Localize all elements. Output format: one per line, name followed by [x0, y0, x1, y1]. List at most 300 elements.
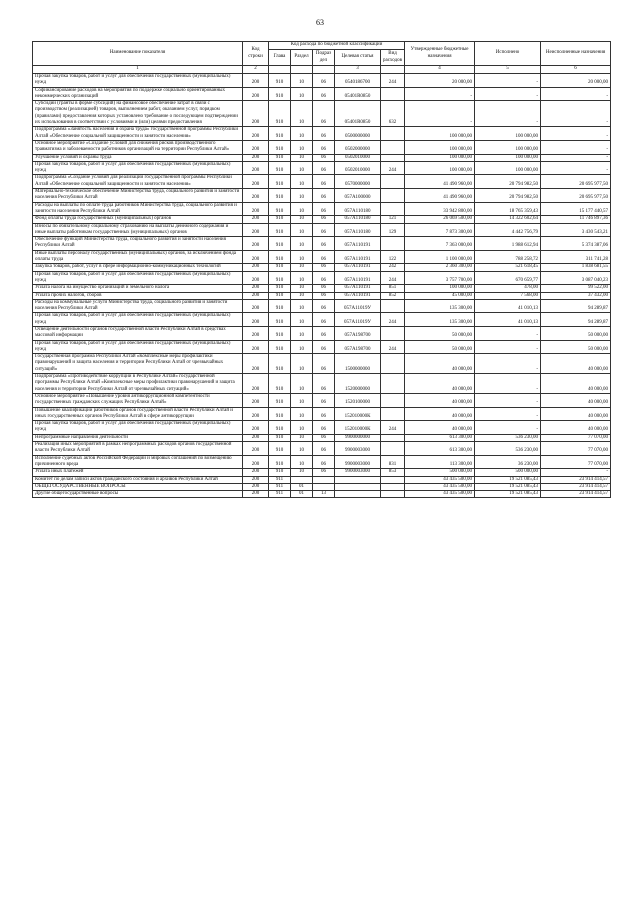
- row-executed: 1 988 612,94: [475, 237, 541, 251]
- colnum: [381, 66, 405, 74]
- row-unexecuted: 20 695 977,50: [541, 189, 611, 203]
- row-line-code: 200: [243, 202, 269, 216]
- row-section: 10: [291, 313, 313, 327]
- row-chapter: 910: [269, 455, 291, 469]
- row-name: Освещение деятельности органов государственной власти Республики Алтай в средствах массовой информации: [33, 326, 243, 340]
- row-line-code: 200: [243, 455, 269, 469]
- table-row: [33, 483, 611, 490]
- row-name: Софинансирование расходов на мероприятия по поддержке социально ориентированных некоммерческих организаций: [33, 87, 243, 101]
- row-chapter: 910: [269, 250, 291, 264]
- row-approved: 113 300,00: [405, 455, 475, 469]
- row-line-code: 200: [243, 313, 269, 327]
- row-approved: 40 000,00: [405, 374, 475, 394]
- row-executed: 100 000,00: [475, 140, 541, 154]
- row-executed: 478,00: [475, 285, 541, 292]
- row-chapter: 911: [269, 483, 291, 490]
- table-row: [33, 154, 611, 161]
- row-target-item: [335, 491, 381, 498]
- row-chapter: 910: [269, 393, 291, 407]
- row-section: 10: [291, 407, 313, 421]
- row-expense-type: [381, 154, 405, 161]
- row-executed: 788 258,72: [475, 250, 541, 264]
- row-chapter: 910: [269, 469, 291, 476]
- row-approved: 45 000,00: [405, 292, 475, 299]
- row-approved: 43 435 500,00: [405, 483, 475, 490]
- row-name: Улучшение условий и охраны труда: [33, 154, 243, 161]
- row-expense-type: 831: [381, 455, 405, 469]
- row-target-item: 057А110191: [335, 250, 381, 264]
- colnum: [291, 66, 313, 74]
- row-approved: 613 300,00: [405, 442, 475, 456]
- row-name: Основное мероприятие «Создание условий для снижения рисков производственного травматизма и заболеваемости работников организаций на территории Республики Алтай»: [33, 140, 243, 154]
- table-row: [33, 271, 611, 285]
- row-line-code: 200: [243, 374, 269, 394]
- row-expense-type: [381, 407, 405, 421]
- row-section: 10: [291, 271, 313, 285]
- row-approved: 33 942 800,00: [405, 202, 475, 216]
- row-target-item: 05401R0850: [335, 87, 381, 101]
- row-name: Прочая закупка товаров, работ и услуг для обеспечения государственных (муниципальных) нужд: [33, 313, 243, 327]
- row-executed: 19 521 085,43: [475, 476, 541, 483]
- row-chapter: 910: [269, 299, 291, 313]
- row-chapter: 910: [269, 101, 291, 127]
- row-target-item: 057А198700: [335, 340, 381, 354]
- row-approved: 100 000,00: [405, 285, 475, 292]
- row-expense-type: [381, 483, 405, 490]
- row-chapter: 910: [269, 421, 291, 435]
- row-approved: 7 363 000,00: [405, 237, 475, 251]
- row-chapter: 910: [269, 434, 291, 441]
- row-approved: 1 100 000,00: [405, 250, 475, 264]
- row-chapter: 910: [269, 442, 291, 456]
- row-line-code: 200: [243, 354, 269, 374]
- row-line-code: 200: [243, 101, 269, 127]
- row-approved: 26 069 500,00: [405, 216, 475, 223]
- row-chapter: 910: [269, 223, 291, 237]
- row-expense-type: 244: [381, 421, 405, 435]
- row-section: 10: [291, 285, 313, 292]
- table-row: [33, 442, 611, 456]
- row-subsection: 06: [313, 271, 335, 285]
- row-chapter: 910: [269, 264, 291, 271]
- row-target-item: 9900000000: [335, 434, 381, 441]
- table-row: [33, 374, 611, 394]
- row-name: Взносы по обязательному социальному страхованию на выплаты денежного содержания и иные выплаты работникам государственных (муниципальных) органов: [33, 223, 243, 237]
- table-row: [33, 421, 611, 435]
- header-line-code: Код строки: [243, 42, 269, 66]
- row-chapter: 910: [269, 354, 291, 374]
- row-section: 01: [291, 483, 313, 490]
- row-approved: 41 490 960,00: [405, 175, 475, 189]
- row-unexecuted: 15 177 440,57: [541, 202, 611, 216]
- row-executed: 536 230,00: [475, 434, 541, 441]
- row-subsection: 06: [313, 216, 335, 223]
- row-approved: -: [405, 87, 475, 101]
- row-line-code: 200: [243, 237, 269, 251]
- row-target-item: 1500000000: [335, 354, 381, 374]
- row-chapter: 910: [269, 285, 291, 292]
- row-unexecuted: -: [541, 469, 611, 476]
- table-row: [33, 393, 611, 407]
- row-executed: -: [475, 393, 541, 407]
- row-section: 10: [291, 189, 313, 203]
- row-approved: -: [405, 101, 475, 127]
- row-subsection: 06: [313, 326, 335, 340]
- table-row: [33, 326, 611, 340]
- row-name: Обеспечение функций Министерства труда, социального развития и занятости населения Республики Алтай: [33, 237, 243, 251]
- row-line-code: 200: [243, 292, 269, 299]
- row-line-code: 200: [243, 140, 269, 154]
- row-section: [291, 476, 313, 483]
- colnum: 3: [335, 66, 381, 74]
- row-subsection: 06: [313, 189, 335, 203]
- row-subsection: 06: [313, 313, 335, 327]
- row-expense-type: [381, 237, 405, 251]
- row-subsection: 06: [313, 237, 335, 251]
- row-chapter: 910: [269, 202, 291, 216]
- row-executed: -: [475, 340, 541, 354]
- row-approved: 41 490 960,00: [405, 189, 475, 203]
- row-chapter: 910: [269, 127, 291, 141]
- row-line-code: 200: [243, 393, 269, 407]
- row-line-code: 200: [243, 434, 269, 441]
- row-approved: 50 000,00: [405, 340, 475, 354]
- row-executed: 7 568,00: [475, 292, 541, 299]
- table-row: [33, 313, 611, 327]
- row-target-item: 0500000000: [335, 127, 381, 141]
- row-expense-type: [381, 326, 405, 340]
- row-chapter: 910: [269, 237, 291, 251]
- row-unexecuted: 50 000,00: [541, 326, 611, 340]
- row-executed: 36 230,00: [475, 455, 541, 469]
- row-approved: 40 000,00: [405, 421, 475, 435]
- row-subsection: 06: [313, 285, 335, 292]
- row-target-item: 0502000000: [335, 140, 381, 154]
- row-chapter: 911: [269, 476, 291, 483]
- row-unexecuted: 20 695 977,50: [541, 175, 611, 189]
- row-subsection: 06: [313, 421, 335, 435]
- row-name: Непрограммные направления деятельности: [33, 434, 243, 441]
- row-section: 10: [291, 340, 313, 354]
- row-line-code: 200: [243, 483, 269, 490]
- row-target-item: 057А110191: [335, 271, 381, 285]
- row-expense-type: 244: [381, 340, 405, 354]
- table-row: [33, 292, 611, 299]
- row-line-code: 200: [243, 154, 269, 161]
- header-target-item: Целевая статья: [335, 50, 381, 66]
- row-target-item: 057А110180: [335, 223, 381, 237]
- row-approved: 40 000,00: [405, 407, 475, 421]
- row-unexecuted: 94 289,87: [541, 313, 611, 327]
- row-target-item: 0502010000: [335, 154, 381, 161]
- header-subsection: Подраз дел: [313, 50, 335, 66]
- table-row: [33, 216, 611, 223]
- row-name: ОБЩЕГОСУДАРСТВЕННЫЕ ВОПРОСЫ: [33, 483, 243, 490]
- row-line-code: 200: [243, 250, 269, 264]
- row-section: 10: [291, 216, 313, 223]
- table-row: [33, 189, 611, 203]
- row-subsection: 06: [313, 87, 335, 101]
- row-expense-type: 122: [381, 250, 405, 264]
- table-row: [33, 223, 611, 237]
- row-approved: 3 757 700,00: [405, 271, 475, 285]
- row-name: Уплата налога на имущество организаций и земельного налога: [33, 285, 243, 292]
- row-name: Уплата иных платежей: [33, 469, 243, 476]
- row-executed: 14 322 602,64: [475, 216, 541, 223]
- row-line-code: 200: [243, 326, 269, 340]
- row-expense-type: 852: [381, 292, 405, 299]
- row-line-code: 200: [243, 189, 269, 203]
- table-row: [33, 175, 611, 189]
- colnum: 1: [33, 66, 243, 74]
- row-expense-type: [381, 354, 405, 374]
- row-section: 10: [291, 469, 313, 476]
- row-executed: 521 618,45: [475, 264, 541, 271]
- row-target-item: 9900003000: [335, 469, 381, 476]
- row-name: Прочая закупка товаров, работ и услуг для обеспечения государственных (муниципальных) нужд: [33, 161, 243, 175]
- row-subsection: 06: [313, 469, 335, 476]
- row-approved: 500 000,00: [405, 469, 475, 476]
- row-expense-type: [381, 442, 405, 456]
- row-chapter: 910: [269, 407, 291, 421]
- row-chapter: 910: [269, 189, 291, 203]
- row-expense-type: [381, 175, 405, 189]
- table-row: [33, 101, 611, 127]
- row-approved: 2 360 300,00: [405, 264, 475, 271]
- row-subsection: 06: [313, 140, 335, 154]
- header-unexecuted: Неисполненные назначения: [541, 42, 611, 66]
- row-line-code: 200: [243, 340, 269, 354]
- row-expense-type: [381, 374, 405, 394]
- row-target-item: 152010000К: [335, 421, 381, 435]
- row-line-code: 200: [243, 285, 269, 292]
- row-line-code: 200: [243, 469, 269, 476]
- row-unexecuted: 23 914 414,57: [541, 476, 611, 483]
- row-executed: 4 442 756,79: [475, 223, 541, 237]
- row-target-item: 1520000000: [335, 374, 381, 394]
- row-section: 10: [291, 455, 313, 469]
- table-row: [33, 299, 611, 313]
- row-name: Уплата прочих налогов, сборов: [33, 292, 243, 299]
- row-expense-type: [381, 127, 405, 141]
- row-unexecuted: -: [541, 154, 611, 161]
- row-executed: -: [475, 407, 541, 421]
- row-expense-type: 244: [381, 74, 405, 88]
- row-section: 10: [291, 223, 313, 237]
- table-row: [33, 250, 611, 264]
- row-approved: 43 435 500,00: [405, 491, 475, 498]
- row-chapter: 911: [269, 491, 291, 498]
- row-name: Материально-техническое обеспечение Министерства труда, социального развития и занятости населения Республики Алтай: [33, 189, 243, 203]
- row-name: Подпрограмма «Противодействие коррупции в Республике Алтай» государственной программы Республики Алтай «Комплексные меры профилактики правонарушений и защита населения и территории Республики Алтай от чрезвычайных ситуаций»: [33, 374, 243, 394]
- row-section: 10: [291, 264, 313, 271]
- table-row: [33, 87, 611, 101]
- row-section: 01: [291, 491, 313, 498]
- row-subsection: 06: [313, 455, 335, 469]
- row-target-item: 0570000000: [335, 175, 381, 189]
- header-section: Раздел: [291, 50, 313, 66]
- row-expense-type: 121: [381, 216, 405, 223]
- row-subsection: [313, 476, 335, 483]
- row-subsection: 06: [313, 407, 335, 421]
- row-unexecuted: 99 522,00: [541, 285, 611, 292]
- table-row: [33, 469, 611, 476]
- row-section: 10: [291, 154, 313, 161]
- row-section: 10: [291, 101, 313, 127]
- row-executed: 41 010,13: [475, 313, 541, 327]
- row-approved: 100 000,00: [405, 161, 475, 175]
- row-approved: 135 300,00: [405, 313, 475, 327]
- row-expense-type: [381, 476, 405, 483]
- row-unexecuted: 40 000,00: [541, 421, 611, 435]
- table-row: [33, 491, 611, 498]
- row-chapter: 910: [269, 175, 291, 189]
- row-approved: 100 000,00: [405, 127, 475, 141]
- row-unexecuted: 3 430 543,21: [541, 223, 611, 237]
- row-executed: 100 000,00: [475, 154, 541, 161]
- header-chapter: Глава: [269, 50, 291, 66]
- row-unexecuted: 94 289,87: [541, 299, 611, 313]
- row-subsection: 06: [313, 127, 335, 141]
- row-chapter: 910: [269, 313, 291, 327]
- row-subsection: 06: [313, 202, 335, 216]
- row-unexecuted: -: [541, 127, 611, 141]
- header-approved: Утвержденные бюджетные назначения: [405, 42, 475, 66]
- row-chapter: 910: [269, 271, 291, 285]
- row-subsection: 06: [313, 374, 335, 394]
- row-approved: 100 000,00: [405, 140, 475, 154]
- row-unexecuted: 1 838 681,55: [541, 264, 611, 271]
- row-name: Прочая закупка товаров, работ и услуг для обеспечения государственных (муниципальных) нужд: [33, 74, 243, 88]
- row-chapter: 910: [269, 216, 291, 223]
- row-target-item: 05401R0850: [335, 101, 381, 127]
- row-target-item: 057А110191: [335, 264, 381, 271]
- row-executed: -: [475, 101, 541, 127]
- table-row: [33, 74, 611, 88]
- row-target-item: 057А11019У: [335, 299, 381, 313]
- row-section: 10: [291, 434, 313, 441]
- row-line-code: 200: [243, 216, 269, 223]
- row-subsection: 06: [313, 223, 335, 237]
- row-target-item: 057А110180: [335, 216, 381, 223]
- row-subsection: 06: [313, 250, 335, 264]
- row-unexecuted: 20 000,00: [541, 74, 611, 88]
- table-row: [33, 140, 611, 154]
- row-name: Реализация иных мероприятий в рамках непрограммных расходов органов государственной власти Республики Алтай: [33, 442, 243, 456]
- row-section: 10: [291, 299, 313, 313]
- colnum: 6: [541, 66, 611, 74]
- row-executed: 536 230,00: [475, 442, 541, 456]
- row-expense-type: [381, 189, 405, 203]
- row-subsection: 06: [313, 74, 335, 88]
- row-line-code: 200: [243, 299, 269, 313]
- row-executed: 18 765 359,43: [475, 202, 541, 216]
- row-target-item: 057А110191: [335, 237, 381, 251]
- row-name: Иные выплаты персоналу государственных (муниципальных) органов, за исключением фонда оплаты труда: [33, 250, 243, 264]
- row-unexecuted: 11 746 897,36: [541, 216, 611, 223]
- colnum: 5: [475, 66, 541, 74]
- row-line-code: 200: [243, 476, 269, 483]
- row-subsection: 06: [313, 154, 335, 161]
- table-row: [33, 354, 611, 374]
- row-name: Субсидии (гранты в форме субсидий) на финансовое обеспечение затрат в связи с производством (реализацией) товаров, выполнением работ, оказанием услуг, порядком (правилами) предоставления которых установлено требование о последующем подтверждении их использования в соответствии с условиями и (или) целями предоставления: [33, 101, 243, 127]
- row-subsection: 06: [313, 264, 335, 271]
- row-target-item: 0540186700: [335, 74, 381, 88]
- row-executed: -: [475, 354, 541, 374]
- row-executed: -: [475, 374, 541, 394]
- row-unexecuted: -: [541, 101, 611, 127]
- row-line-code: 200: [243, 175, 269, 189]
- row-target-item: 152010000К: [335, 407, 381, 421]
- row-name: Подпрограмма «Создание условий для реализации государственной программы Республики Алтай «Обеспечение социальной защищенности и занятости населения»: [33, 175, 243, 189]
- row-executed: 670 659,77: [475, 271, 541, 285]
- row-target-item: 9900003000: [335, 442, 381, 456]
- row-subsection: [313, 483, 335, 490]
- row-name: Расходы на коммунальные услуги Министерства труда, социального развития и занятости населения Республики Алтай: [33, 299, 243, 313]
- row-subsection: 13: [313, 491, 335, 498]
- table-row: [33, 455, 611, 469]
- row-line-code: 200: [243, 271, 269, 285]
- header-budget-class: Код расхода по бюджетной классификации: [269, 42, 405, 50]
- row-name: Прочая закупка товаров, работ и услуг для обеспечения государственных (муниципальных) нужд: [33, 421, 243, 435]
- row-subsection: 06: [313, 354, 335, 374]
- row-chapter: 910: [269, 154, 291, 161]
- row-executed: -: [475, 421, 541, 435]
- row-name: Расходы на выплаты по оплате труда работников Министерства труда, социального развития и занятости населения Республики Алтай: [33, 202, 243, 216]
- row-expense-type: [381, 140, 405, 154]
- budget-execution-table: [32, 41, 611, 498]
- row-name: Повышение квалификации работников органов государственной власти Республики Алтай и иных государственных органов Республики Алтай в сфере антикоррупции: [33, 407, 243, 421]
- row-unexecuted: 50 000,00: [541, 340, 611, 354]
- row-unexecuted: 5 374 387,06: [541, 237, 611, 251]
- row-expense-type: [381, 491, 405, 498]
- row-section: 10: [291, 74, 313, 88]
- row-unexecuted: 311 741,28: [541, 250, 611, 264]
- row-subsection: 06: [313, 340, 335, 354]
- row-section: 10: [291, 354, 313, 374]
- colnum: [269, 66, 291, 74]
- row-unexecuted: 77 070,00: [541, 434, 611, 441]
- row-name: Исполнение судебных актов Российской Федерации и мировых соглашений по возмещению причиненного вреда: [33, 455, 243, 469]
- row-executed: 100 000,00: [475, 161, 541, 175]
- row-subsection: 06: [313, 292, 335, 299]
- row-expense-type: 853: [381, 469, 405, 476]
- row-name: Государственная программа Республики Алтай «Комплексные меры профилактики правонарушений и защита населения и территории Республики Алтай от чрезвычайных ситуаций»: [33, 354, 243, 374]
- table-row: [33, 434, 611, 441]
- row-section: 10: [291, 292, 313, 299]
- row-chapter: 910: [269, 161, 291, 175]
- row-unexecuted: -: [541, 161, 611, 175]
- row-subsection: 06: [313, 175, 335, 189]
- row-expense-type: 632: [381, 101, 405, 127]
- row-executed: 19 521 085,43: [475, 491, 541, 498]
- row-name: Другие общегосударственные вопросы: [33, 491, 243, 498]
- row-subsection: 06: [313, 161, 335, 175]
- row-section: 10: [291, 127, 313, 141]
- table-row: [33, 476, 611, 483]
- row-unexecuted: 40 000,00: [541, 374, 611, 394]
- row-subsection: 06: [313, 299, 335, 313]
- table-row: [33, 285, 611, 292]
- table-row: [33, 237, 611, 251]
- page-number: 63: [316, 18, 324, 27]
- row-target-item: [335, 483, 381, 490]
- row-target-item: 057А110180: [335, 202, 381, 216]
- row-section: 10: [291, 161, 313, 175]
- row-executed: -: [475, 74, 541, 88]
- row-executed: 41 010,13: [475, 299, 541, 313]
- row-expense-type: [381, 299, 405, 313]
